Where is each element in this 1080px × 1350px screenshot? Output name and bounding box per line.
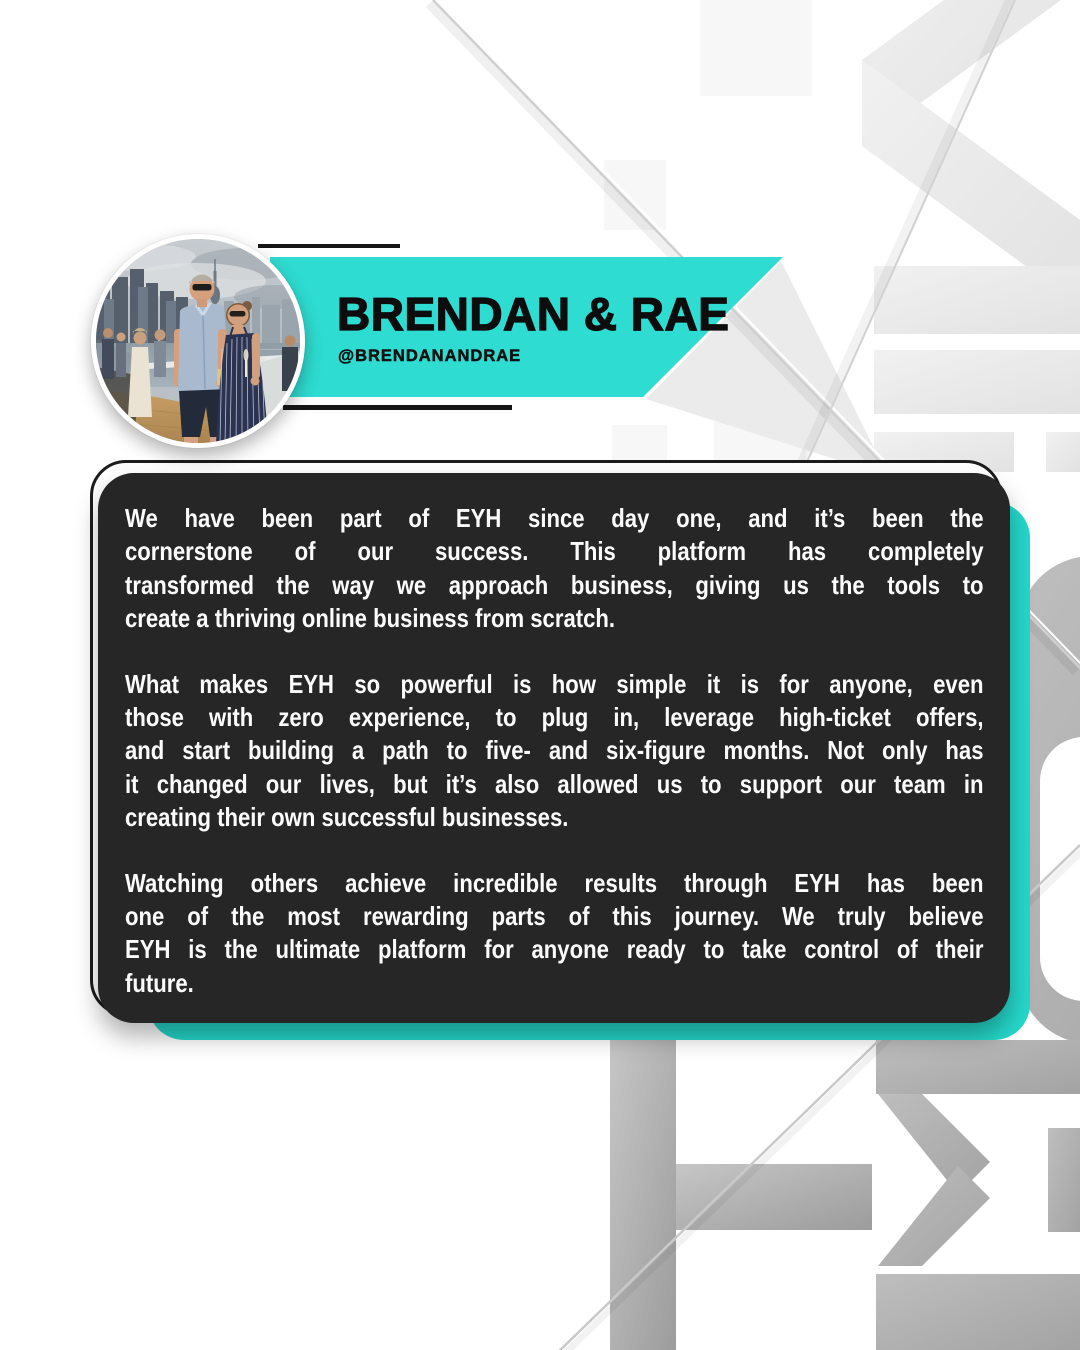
watermark-bars-icon — [874, 266, 1080, 472]
testimonial-line: create a thriving online business from scratch. — [125, 603, 616, 634]
profile-handle: @BRENDANANDRAE — [338, 347, 522, 365]
watermark-M-icon — [876, 1040, 1080, 1350]
testimonial-line: Watching others achieve incredible results through EYH has been — [125, 867, 984, 898]
testimonial-line: EYH is the ultimate platform for anyone ready to take control of their — [125, 934, 984, 965]
testimonial-line: creating their own successful businesses. — [125, 802, 569, 833]
testimonial-paragraph — [125, 502, 984, 636]
testimonial-text — [125, 502, 984, 1023]
accent-line-top — [258, 244, 400, 248]
testimonial-line: transformed the way we approach business, giving us the tools to — [125, 569, 984, 600]
testimonial-line: it changed our lives, but it’s also allowed us to support our team in — [125, 768, 984, 799]
testimonial-line: one of the most rewarding parts of this journey. We truly believe — [125, 901, 984, 932]
avatar — [91, 234, 305, 448]
testimonial-line: future. — [125, 967, 194, 998]
accent-line-bottom — [283, 405, 512, 410]
profile-name: BRENDAN & RAE — [337, 288, 730, 340]
testimonial-paragraph — [125, 867, 984, 1001]
testimonial-line: What makes EYH so powerful is how simple it is for anyone, even — [125, 668, 984, 699]
testimonial-line: cornerstone of our success. This platform has completely — [125, 536, 984, 567]
testimonial-card — [98, 473, 1010, 1023]
testimonial-line: We have been part of EYH since day one, and it’s been the — [125, 503, 984, 533]
testimonial-line: and start building a path to five- and six-figure months. Not only has — [125, 735, 984, 766]
profile-photo — [96, 239, 300, 443]
testimonial-paragraph — [125, 668, 984, 835]
testimonial-line: those with zero experience, to plug in, leverage high-ticket offers, — [125, 702, 984, 733]
